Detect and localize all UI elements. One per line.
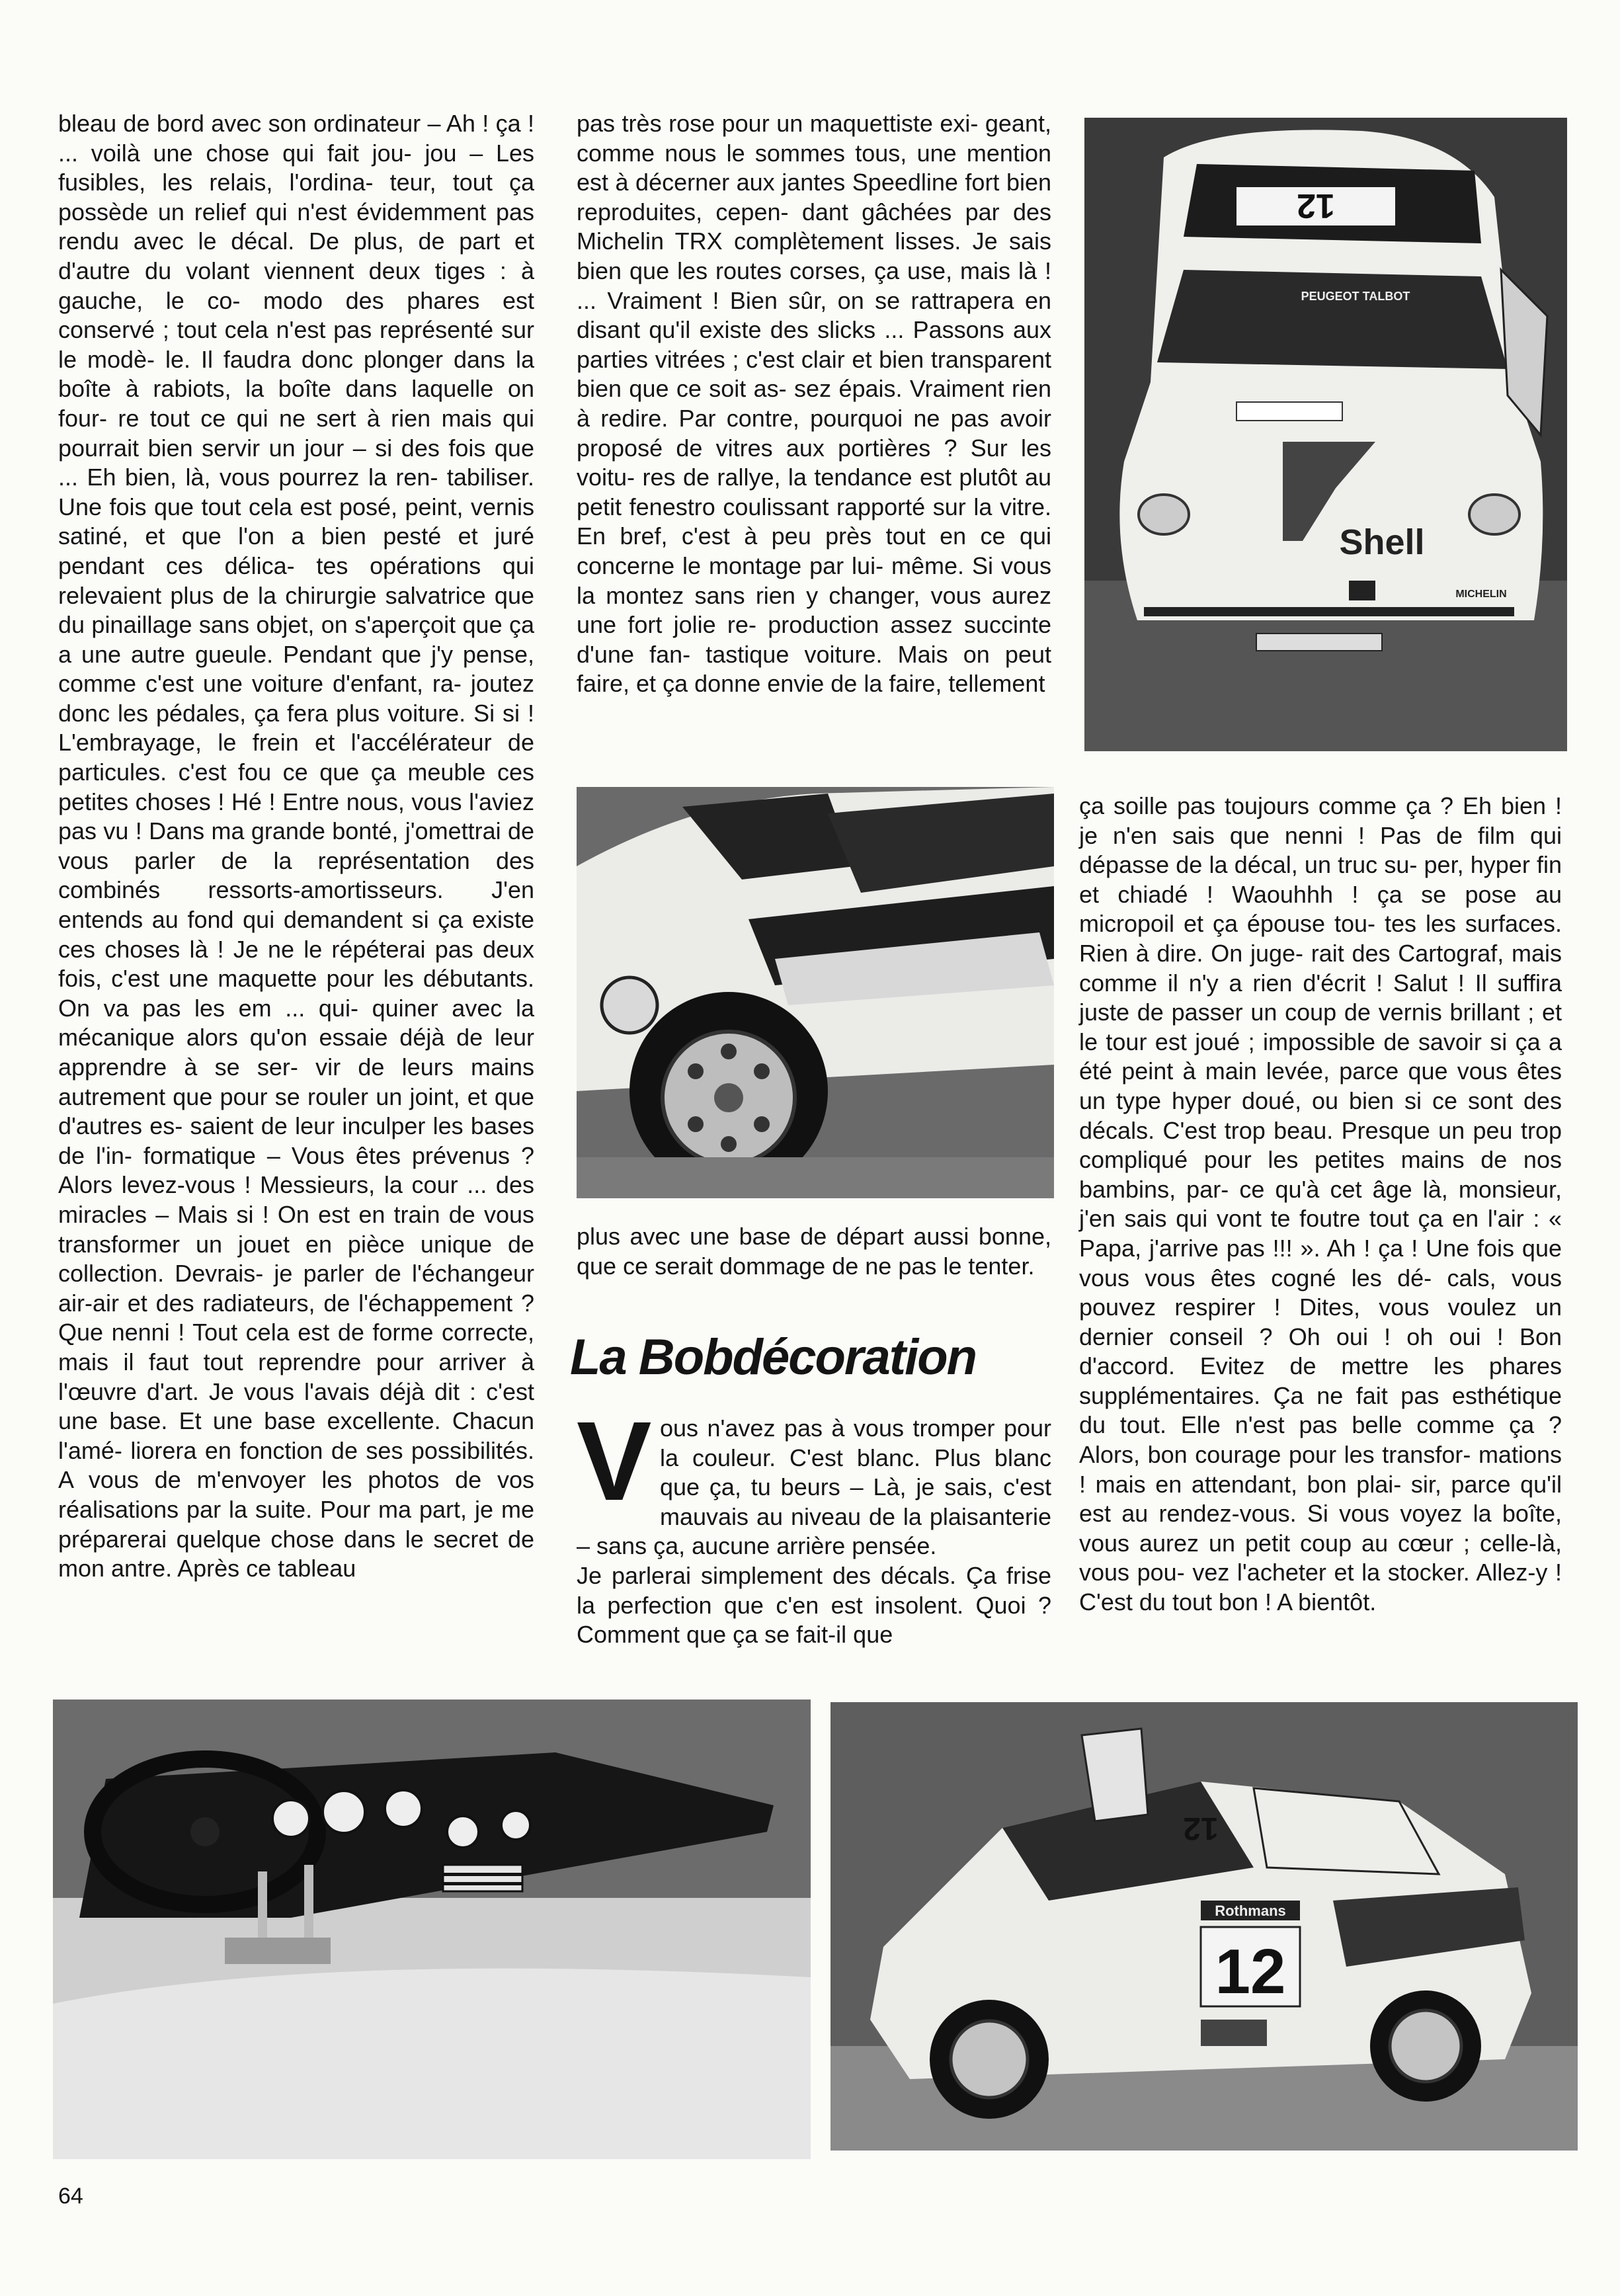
roof-number: 12 [1183,1811,1219,1846]
text-line: Et une base excellente. Chacun l'amé- [58,1407,534,1464]
text-line: Presque un peu trop compliqué pour [1079,1116,1562,1174]
page-number: 64 [58,2184,83,2209]
text-line: de mettre les phares supplémentaires. [1079,1352,1562,1409]
text-line: tour est joué ; impossible de savoir si [1106,1028,1508,1055]
text-line: A vous de m'envoyer les photos de vos [58,1466,534,1494]
text-line: les débutants. On va pas les em ... qui- [58,965,534,1022]
text-line: se pose au micropoil et ça épouse tou- [1079,880,1562,938]
text-line: en train de vous transformer un jouet [58,1200,535,1258]
text-line: n'est pas belle comme ça ? [1235,1411,1562,1439]
text-line: pourrait bien servir un jour – si des fois [58,434,486,462]
text-line: essaie déjà de leur apprendre à se ser- [58,1024,534,1081]
dashboard-illustration [53,1700,811,2159]
text-line: ça donne envie de la faire, tellement [663,670,1045,698]
text-line: posé, peint, vernis satiné, et que l'on a [58,493,534,550]
text-line: pas très rose pour un maquettiste exi- [577,110,979,137]
text-line: tes les surfaces. Rien à dire. On juge- [1079,910,1562,967]
text-line: je me préparerai quelque chose dans le [58,1495,534,1553]
text-line: radiateurs, de l'échappement ? Que [58,1289,534,1346]
door-number: 12 [1215,1936,1286,2007]
text-line: voiture. Si si ! L'embrayage, le frein et [58,699,535,757]
text-line: De plus, de part et d'autre du volant [58,227,534,284]
text-line: Alors, bon courage pour les transfor- [1079,1441,1471,1469]
text-line: chirurgie salvatrice que du pinaillage [58,581,534,639]
text-line: bleau de bord avec son ordinateur – [58,110,441,137]
number-decal: 12 [1297,186,1335,225]
paragraph [1079,792,1562,1618]
text-line: comme c'est une voiture d'enfant, ra- [58,670,462,698]
text-line: passer un coup de vernis brillant ; et le [1079,999,1562,1055]
text-line: Ah ! ça ! ... voilà une chose qui fait jou- [58,110,535,167]
text-line: bonne, que ce serait dommage de ne [577,1223,1051,1280]
text-line: Speedline fort bien reproduites, cepen- [577,169,1052,226]
text-line: mais il faut tout reprendre pour arriver [58,1348,506,1375]
text-line: rien d'écrit ! Salut ! Il suffira juste de [1079,969,1562,1026]
text-line: cals, vous pouvez respirer ! [1079,1264,1562,1321]
text-line: Oh oui ! oh oui ! Bon d'accord. Evitez [1079,1323,1562,1380]
text-line: joutez donc les pédales, ça fera plus [58,670,534,727]
text-line: production assez succinte d'une fan- [577,611,1051,668]
car-side-illustration [577,787,1054,1198]
text-line: en pièce unique de collection. Devrais- [58,1230,534,1288]
photo-car-front [1084,118,1567,751]
text-line: la vitre. En bref, c'est à peu près tout [577,493,1051,550]
column-2-bottom [577,1399,1051,1650]
text-line: tes opérations qui relevaient plus de la [58,552,534,609]
text-line: quiner avec la mécanique alors qu'on [58,994,534,1051]
sponsor-decal: Shell [1339,522,1425,562]
text-line: formatique – Vous êtes prévenus ? [143,1141,534,1169]
text-line: que ... Eh bien, là, vous pourrez la ren- [58,434,534,491]
drop-cap: V [577,1399,652,1524]
text-line: cour ... des miracles – Mais si ! On est [58,1171,534,1228]
text-line: per, hyper fin et chiadé ! Waouhhh ! ça [1079,851,1562,908]
text-line: qui vont te foutre tout ça en l'air : [1176,1205,1540,1233]
text-line: liorera en fonction de ses possibilités. [130,1436,534,1464]
text-line: bien ! je n'en sais que nenni ! Pas de [1079,792,1562,849]
text-line: de vitres aux portières ? Sur les voitu- [577,434,1051,491]
text-line: ce qu'à cet âge là, monsieur, j'en sais [1079,1175,1562,1233]
text-line: si ce sont des décals. C'est trop beau. [1079,1086,1562,1144]
text-line: ce que ça meuble ces petites choses ! [58,758,534,815]
text-line: une mention est à décerner aux jantes [577,139,1051,196]
text-line: geant, comme nous le sommes tous, [577,110,1051,167]
text-line: Je vous l'avais déjà dit : c'est une base. [58,1377,534,1435]
text-line: l'accélérateur de particules. c'est fou [58,729,534,786]
column-3 [1079,792,1562,1618]
text-line: secret de mon antre. Après ce tableau [58,1525,534,1582]
paragraph [58,109,534,1584]
text-line: les routes corses, ça use, mais là ! ... [577,257,1051,314]
photo-car-three-quarter [830,1702,1578,2151]
text-line: res de rallye, la tendance est plutôt au [642,464,1051,491]
text-line: changer, vous aurez une fort jolie re- [577,581,1051,639]
text-line: sir, parce qu'il est au rendez-vous. [1079,1470,1562,1528]
text-line: combinés ressorts-amortisseurs. J'en [58,876,534,904]
text-line: les petites mains de nos bambins, par- [1079,1146,1562,1203]
text-line: complètement lisses. Je sais bien que [577,227,1051,284]
text-line: pas le tenter. [898,1252,1035,1280]
text-line: Alors levez-vous ! Messieurs, la [58,1171,403,1199]
text-line: à rabiots, la boîte dans laquelle on four- [58,375,534,432]
text-line: même. Si vous la montez sans rien y [577,552,1051,609]
text-line: Ça ne fait pas esthétique du tout. Elle [1079,1381,1562,1439]
text-line: je parler de l'échangeur air-air et des [58,1260,534,1317]
text-line: tastique voiture. Mais on peut faire, et [577,640,1051,698]
text-line: vous êtes un type hyper doué, ou bien [1079,1057,1562,1114]
text-line: contre, pourquoi ne pas avoir proposé [577,404,1051,462]
text-line: réalisations par la suite. Pour ma part, [58,1495,467,1523]
car-front-illustration [1084,118,1567,751]
text-line: Vraiment ! Bien sûr, on se rattrapera [607,286,1014,314]
text-line: pas deux fois, c'est une maquette pour [58,935,535,993]
photo-dashboard [53,1700,811,2159]
text-line: saient de leur inculper les bases de l'in- [58,1112,534,1169]
text-line: dant gâchées par des Michelin TRX [577,198,1051,255]
photo-car-side [577,787,1054,1198]
column-1 [58,109,534,1584]
car-three-quarter-illustration [830,1702,1578,2151]
text-line: petit fenestro coulissant rapporté sur [577,493,966,520]
text-line: fois que vous vous êtes cogné les dé- [1079,1234,1562,1292]
text-line: évidemment pas rendu avec le décal. [58,198,534,255]
text-line: tabiliser. Une fois que tout cela est [58,464,534,520]
text-line: Passons aux parties vitrées ; c'est clair [577,316,1052,373]
text-line: vous parler de la représentation des [58,846,534,874]
text-line: petit coup au cœur ; celle-là, vous pou- [1079,1529,1562,1586]
paragraph: ous n'avez pas à vous tromper pour la couleur. C'est blanc. Plus blanc que ça, tu beurs – Là, je sais, c'est mauvais au niveau de la plaisanterie – sans ça, aucune arrière pensée. [577,1414,1051,1560]
text-line: vir de leurs mains autrement que pour [58,1053,534,1110]
text-line: en disant qu'il existe des slicks ... [577,286,1051,344]
text-line: ça soille pas toujours comme ça ? Eh [1079,792,1492,819]
text-line: sans objet, on s'aperçoit que ça a une [58,611,534,668]
brand-banner: PEUGEOT TALBOT [1301,290,1410,303]
text-line: autre gueule. Pendant que j'y pense, [130,640,534,668]
text-line: plus avec une base de départ aussi [577,1223,969,1250]
text-line: teur, tout ça possède un relief qui n'est [58,169,534,226]
text-line: sez épais. Vraiment rien à redire. Par [577,375,1051,432]
text-line: rait des Cartograf, mais comme il n'y a [1079,939,1562,997]
column-2-mid [577,1222,1051,1281]
text-line: et bien transparent bien que ce soit as- [577,345,1051,403]
text-line: modo des phares est conservé ; tout [58,286,534,344]
paragraph [577,109,1051,699]
text-line: film qui dépasse de la décal, un truc su- [1079,821,1562,879]
text-line: le. Il faudra donc plonger dans la boîte [58,345,534,403]
text-line: re tout ce qui ne sert à rien mais qui [118,404,534,432]
text-line: bien pesté et juré pendant ces délica- [58,522,534,579]
text-line: cela n'est pas représenté sur le modè- [58,316,534,373]
tyre-decal: MICHELIN [1455,589,1507,600]
text-line: C'est du tout bon ! A bientôt. [1079,1588,1377,1616]
text-line: « Papa, j'arrive pas !!! ». Ah ! ça ! Une [1079,1205,1562,1262]
text-line: vez l'acheter et la stocker. Allez-y ! [1192,1559,1562,1586]
text-line: se rouler un joint, et que d'autres es- [58,1083,534,1140]
text-line: Si vous voyez la boîte, vous aurez un [1079,1500,1562,1557]
paragraph: Je parlerai simplement des décals. Ça frise la perfection que c'en est insolent. Quoi ? Comment que ça se fait-il que [577,1561,1051,1649]
text-line: jou – Les fusibles, les relais, l'ordina- [58,139,535,196]
text-line: nenni ! Tout cela est de forme correcte, [111,1319,534,1346]
text-line: Dans ma grande bonté, j'omettrai de [149,817,534,845]
column-2-top [577,109,1051,699]
section-heading: La Bobdécoration [570,1329,977,1385]
text-line: mations ! mais en attendant, bon plai- [1079,1441,1562,1498]
text-line: viennent deux tiges : à gauche, le co- [58,257,535,314]
text-line: en ce qui concerne le montage par lui- [577,522,1052,579]
text-line: entends au fond qui demandent si ça [58,906,464,934]
text-line: existe ces choses là ! Je ne le répéterai [58,906,534,963]
paragraph [577,1222,1051,1281]
text-line: Hé ! Entre nous, vous l'aviez pas vu ! [58,788,534,845]
text-line: ça a été peint à main levée, parce que [1079,1028,1562,1085]
text-line: à l'œuvre d'art. [58,1348,534,1405]
sponsor-banner: Rothmans [1215,1903,1286,1919]
text-line: Dites, vous voulez un dernier conseil ? [1079,1293,1562,1350]
